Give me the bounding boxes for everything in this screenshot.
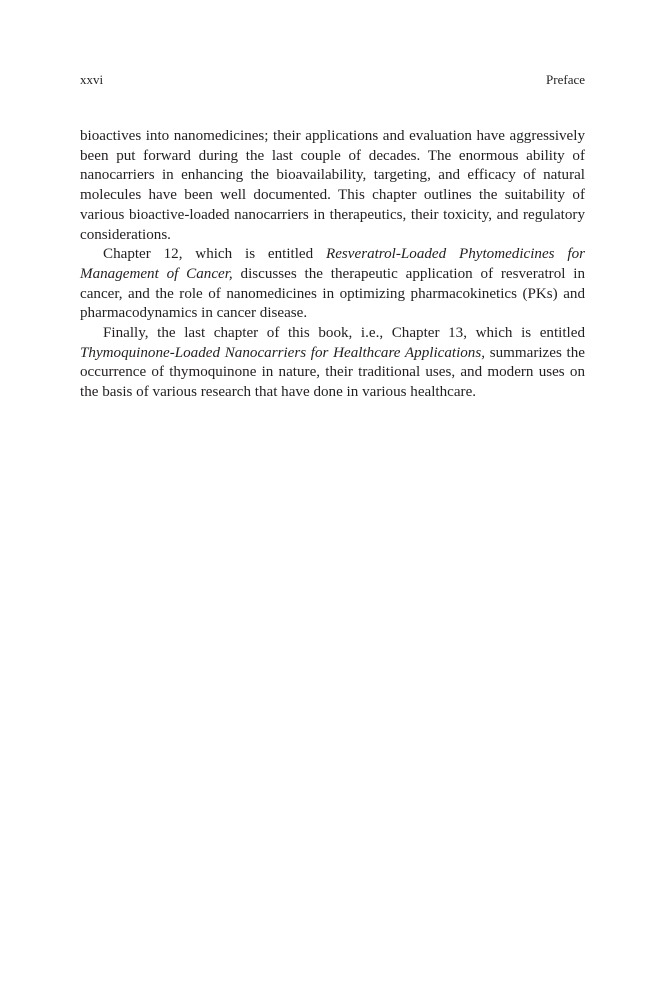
paragraph-2 [80,245,585,324]
paragraph-3 [80,324,585,403]
chapter-13-title: Thymoquinone-Loaded Nanocarriers for Healthcare Applications, [80,344,486,361]
section-title: Preface [546,72,585,87]
paragraph-3-rest: summarizes the occurrence of thymoquinone in nature, their traditional uses, and modern uses on the basis of various research that have done in various healthcare. [80,344,585,401]
page-number: xxvi [80,72,104,87]
paragraph-1: bioactives into nanomedicines; their applications and evaluation have aggressively been put forward during the last couple of decades. The enormous ability of nanocarriers in enhancing the bioavailability, targeting, and efficacy of natural molecules have been well documented. This chapter outlines the suitability of various bioactive-loaded nanocarriers in therapeutics, their toxicity, and regulatory considerations. [80,128,585,243]
paragraph-3-intro: Finally, the last chapter of this book, i.e., Chapter 13, which is entitled [103,325,585,342]
preface-body [80,127,585,403]
running-head [80,71,585,89]
paragraph-2-rest: discusses the therapeutic application of resveratrol in cancer, and the role of nanomedicines in optimizing pharmacokinetics (PKs) and pharmacodynamics in cancer disease. [80,265,585,322]
paragraph-2-intro: Chapter 12, which is entitled [103,246,326,263]
chapter-12-title: Resveratrol-Loaded Phytomedicines for Management of Cancer, [80,246,585,282]
